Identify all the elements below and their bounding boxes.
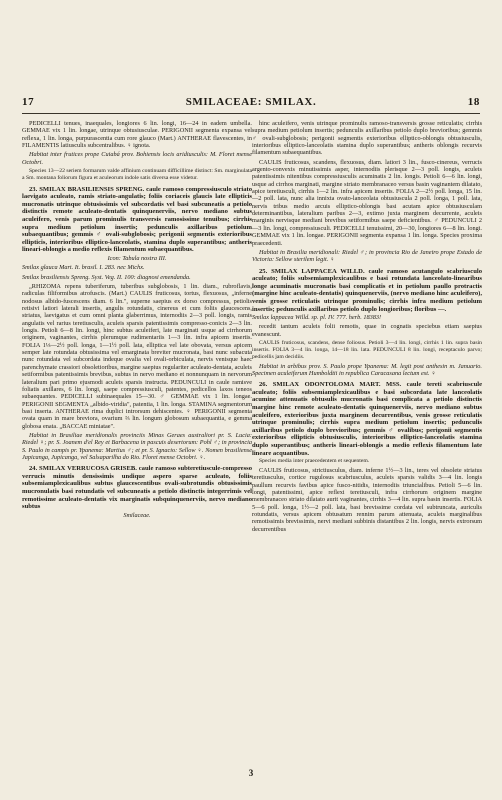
body-paragraph: „RHIZOMA repens tuberiferum, tuberibus subglobosis, 1 lin. diam., rubroflavis, radiculas filiformibus atrofuscis. (Mart.) CAULIS fruticosus, tortus, flexuosus, „inferne nodosus albido-fuscescens diam. 6 lin.", superne saepius ex dorso compressus, petiolis retisivi latiori laterali insertis, angulis rotundatis, cinereus et cum foliis glaucescens, striatus, laevigatus et cum omni planta glaberrimus, internodiis 2—3 poll. longis, ramis angulatis vel rarius teretiusculis, aculeis sparsis patentissimis compresso-conicis 2—3 lin. longis. Petioli 6—8 lin. longi, hinc subtus aculeiferi, late marginati usque ad cirrhorum originem, vaginantes, cirrhis plerumque rudimentariis 1—3 lin. infra apicem insertis. FOLIA 1⅓—2½ poll. longa, 1—1½ poll. lata, elliptica vel late obovata, versus apicem semper late rotundata obtusissima vel emarginata breviter mucronata, basi nunc subacuta nunc rotundata vel subcordata indeque ovalia vel ovali-orbiculata, nervis venisque haec parenchymate crassiori obsoletioribus, margine saepius regulariter aculeato-dentata, aculeis setiformibus patentissimis brevibus, subtus in nervo mediano et nonnunquam in nervorum lateralium pari primo ejusmodi aculeis sparsis instructa. PEDUNCULI in caule ramisve foliatis axillares, 6 lin. longi, saepe compressiusculi, patentes, pedicellos laxos teneos subaequantes. PEDICELLI subinaequales 15—30. ♂ GEMMAE vix 1 lin. longae. PERIGONII SEGMENTA „albido-viridia", patentia, 1 lin. longa. STAMINA segmentorum basi inserta. ANTHERAE rima duplici introrsum dehiscentes. ♀ PERIGONII segmenta ovata quam in mare breviora, ovarium ⅔ lin. longum globosum subaequantia, e gemma globosa enata. „BACCAE miniatae".: [22, 283, 252, 430]
note-paragraph: CAULIS fruticosus, scandens, dense foliosus. Petioli 3—4 lin. longi, cirrhis 1 lin. supra basin insertis. FOLIA 3—4 lin. longa, 14—18 lin. lata. PEDUNCULI 8 lin. longi, receptaculo parvo; pedicellis jam decidiis.: [252, 340, 482, 360]
species-heading: 25. SMILAX LAPPACEA WILLD. caule ramoso acutangulo scabriusculo aculeato; foliis subsemiamplexicaulibus e basi rotundata lanceolato-linearibus longe acuminatis mucronatis basi complicatis et in petiolum paullo protractis (margine hinc aculeato-dentatis) quinquenerviis, (nervo mediano hinc aculeifero), venis grosse reticulatis utrinque prominulis; cirrhis infra medium petiolum insertis; pedunculis axillaribus petiolo duplo longioribus; floribus —.: [252, 267, 482, 313]
synonym-reference: Smilax lappacea Willd. sp. pl. IV. 777. herb. 18383!: [252, 314, 382, 322]
header-rule: [22, 113, 480, 114]
note-paragraph: Species media inter praecedentem et sequentem.: [259, 458, 370, 465]
habitat-paragraph: Habitat in arbibus prov. S. Paulo prope Ypanema: M. legit post anthesin m. Januario. Specimen aculeiferum Humboldtii in republica Caracasana lectum est. ♀: [252, 362, 482, 377]
centered-note: Smilaceae.: [123, 511, 151, 519]
species-heading: 24. SMILAX VERRUCOSA GRISEB. caule ramoso subteretiuscule-compresso verrucis minutis densissimis undique aspero sparse aculeato, foliis subsemiamplexicaulibus subtus glaucescentibus ovali-subrotundis obtusissimis mucronulatis basi rotundatis vel subcuneatis a petiolo distinctis integerrimis vel remotissime aculeato-dentatis vix marginatis subquinquenerviis, nervo mediano subtus: [22, 465, 252, 511]
left-column: [22, 120, 252, 760]
habitat-paragraph: Habitat in Brasiliae meridionalis provinciis Minas Geraes australiori pr. S. Lucia: Riedel ♀; pr. S. Joanem d'el Rey et Barbacena in pascuis desertorum: Pohl ♂; in provincia S. Paulo in campis pr. Ypanema: Martius ♂; et pr. S. Ignacio: Sellow ♀. Nomen brasiliense Japicanga, Jupicanga, vel Salsaparilha do Rio. Floret mense Octobri. ♀.: [22, 431, 252, 461]
running-title: SMILACEAE: SMILAX.: [185, 96, 317, 108]
running-header: [22, 96, 480, 112]
synonym-reference: Smilax brasiliensis Spreng. Syst. Veg. II. 100: diagnosi emendanda.: [22, 273, 191, 281]
habitat-paragraph: Habitat inter frutices prope Cuiabá prov. Bohiensis locis aridiusculis: M. Floret mense Octobri.: [22, 151, 252, 166]
synonym-reference: Smilax glauca Mart. It. brasil. I. 283. nec Michx.: [22, 264, 145, 272]
species-heading: 23. SMILAX BRASILIENSIS SPRENG. caule ramoso compressiusculo striato laevigato aculeato, ramis striato-angulatis; foliis coriaceis glaucis late ellipticis mucronatis utrinque obtusissimis vel subcordatis vel basi subcuneatis a petiolo distinctis remote aculeato-dentatis quinquenerviis, nervo mediano subtus aculeifero, venis parum prominulis transversis ramosissime tenuibus; cirrhis supra medium petiolum insertis; pedunculis axillaribus petiolum subaequantibus; gemmis ♂ ovali-subglobosis; perigonii segmentis exterioribus ellipticis, interioribus elliptico-lanceolatis, stamina duplo superantibus; antheris lineari-oblongis a medio reflexis filamentum subaequantibus.: [22, 185, 252, 254]
body-paragraph: CAULIS fruticosus, scandens, flexuosus, diam. latiori 3 lin., fusco-cinereus, verrucis argento-convexis minutissimis asper, internodiis plerisque 2—3 poll. longis, aculeis patentissimis nitentibus compressiusculis acuminatis 2 lin. longis. Petioli 6—6 lin. longi, usque ad cirrhos marginati, margine striato membranaceo versus basin vaginantem dilatato, apice teretiusculi, cirrhis 1—2 lin. infra apicem insertis. FOLIA 2—2½ poll. longa, 15 lin.—2 poll. lata, nunc alia innixta ovato-lanceolata obtusiuscula 2 poll. longa, 1 poll. lata, nervis tribus medio arcuis elliptico-oblongis basi acutam apice obtusiusculam determinantibus, lateralium paribus 2—3, extimo juxta marginem decurrente, aculeis marginis nervisque mediani brevibus setiformibus saepe deficientibus. ♂ PEDUNCULI 2—3 lin. longi, compressiusculi. PEDICELLI tenuissimi, 20—30, longiores 6—8 lin. longi. GEMMAE vix 1 lin. longae. PERIGONII segmenta expansa 1 lin. longa. Species proxima praecedenti.: [252, 158, 482, 247]
body-paragraph: PEDICELLI tenues, inaequales, longiores 6 lin. longi, 16—24 in eadem umbella. GEMMAE vix 1 lin. longae, utrinque obtusiusculae. PERIGONII segmenta expansa vel reflexa, 1 lin. longa, purpurascentia cum rore glauco (Mart.) ANTHERAE flavescentes, in FILAMENTIS latiusculis subcentralibus. ♀ ignota.: [22, 120, 252, 150]
page-number-right: 18: [467, 96, 480, 108]
note-paragraph: Species 13—22 seriem formarum valde affinium continuam difficillime distinct: Sm. marginulata a Sm. montana foliorum figura et aculeorum indole satis diversa esse videtur.: [22, 168, 252, 181]
habitat-paragraph: Habitat in Brasilia meridionali: Riedel ♂; in provincia Rio de Janeiro prope Estado de Victoria: Sellow sterilem legit. ♀: [252, 248, 482, 264]
right-column: [252, 120, 482, 760]
body-paragraph: CAULIS fruticosus, strictiusculus, diam. inferne 1½—3 lin., teres vel obsolete striatus teretiusculus, cortice rugulosus scabriusculus, aculeis sparsis validis 3—4 lin. longis paullum recurvis favibus apice fusco-nitidis, internodiis triuncialibus. Petioli 5—6 lin. longi, patentissimi, apice reflexi teretiusculi, infra cirrhorum originem margine membranaceo striato dilatato aurit vaginantes, cirrhis 3—4 lin. supra basin insertis. FOLIA 5—6 poll. longa, 1½—2 poll. lata, basi brevissime cordata vel subtruncata, auriculis rotundatis, versus apicem obtusatum rennim parum attenuata, aculeis marginalibus remotissimis brevissimis, nervi mediani subbinis distantibus 2 lin. longis, nervis extrorsum decurrentibus: [252, 466, 482, 533]
species-heading: 26. SMILAX ODONTOLOMA MART. MSS. caule tereti scabriuscule aculeato; foliis subsemiamplexicaulibus e basi subcordata late lanceolatis acumine attenuatis obtusulis mucronatis basi complicata a petiolo distinctis margine hinc remote aculeato-dentatis quinquenerviis, nervo mediano subtus aculeifero, exterioribus juxta marginem decurrentibus, venis grosse reticulatis utrinque prominulis; cirrhis supra medium petiolum insertis; pedunculis axillaribus petiolo duplo brevioribus; gemmis ♂ ovalibus; perigonii segmentis exterioribus ellipticis obtusiusculis, interioribus elliptico-lanceolatis stamina duplo superantibus; antheris lineari-oblongis a medio reflexis filamentum late lineare acquantibus.: [252, 381, 482, 457]
body-paragraph: hinc aculeifero, venis utrinque prominulis ramoso-transversis grosse reticulatis; cirrhis supra medium petiolum insertis; pedunculis axillaribus petiolo duplo brevioribus; gemmis ♂ ovali-subglobosis; perigonii segmentis exterioribus elliptico-oblongis obtusiusculis, interioribus elliptico-lanceolatis stamina duplo superantibus; antheris oblongis recurvis filamentum subaequantibus.: [252, 120, 482, 157]
centered-note: Icon: Tabula nostra III.: [107, 255, 167, 262]
signature-mark: 3: [248, 768, 254, 778]
body-paragraph: recedit tantum aculeis folii remotis, quae in cognatis speciebus etiam saepius evanescunt.: [252, 323, 482, 338]
page-number-left: 17: [22, 96, 35, 108]
